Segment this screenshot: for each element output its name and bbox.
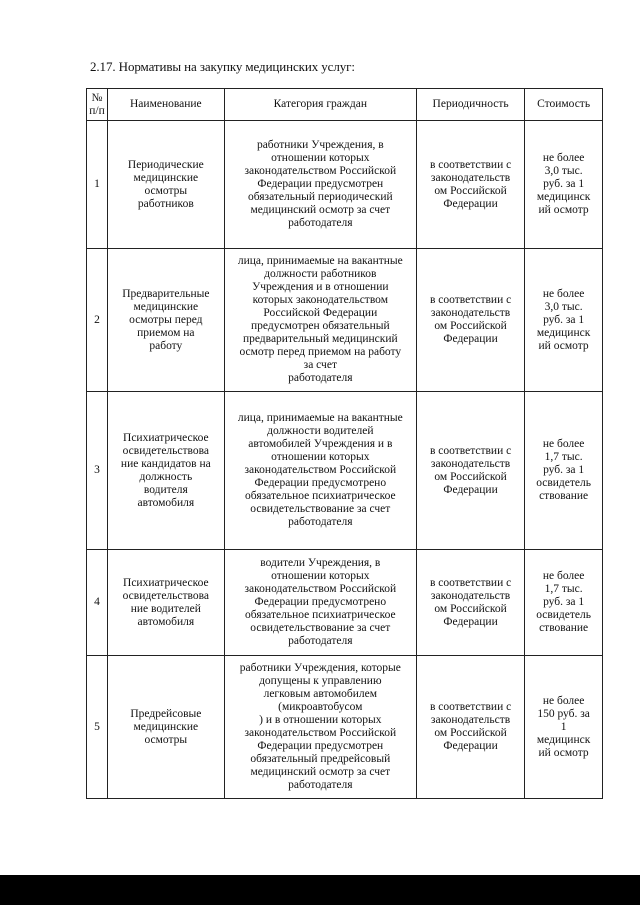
citizen-category-text: работники Учреждения, в отношении которых законодательством Российской Федерации предусмотрен обязательный периодический медицинский осмотр за счет работодателя	[244, 139, 397, 229]
periodicity: в соответствии с законодательств ом Российской Федерации	[416, 121, 524, 249]
row-number: 5	[87, 656, 108, 799]
service-name: Периодические медицинские осмотры работников	[108, 121, 225, 249]
table-header-row	[87, 89, 603, 121]
cost: не более 3,0 тыс. руб. за 1 медицинск ий осмотр	[525, 249, 603, 392]
periodicity: в соответствии с законодательств ом Российской Федерации	[416, 392, 524, 550]
table-row	[87, 121, 603, 249]
citizen-category	[224, 392, 416, 550]
table-row	[87, 656, 603, 799]
header-periodicity: Периодичность	[416, 89, 524, 121]
header-category: Категория граждан	[224, 89, 416, 121]
citizen-category	[224, 656, 416, 799]
citizen-category	[224, 121, 416, 249]
citizen-category	[224, 249, 416, 392]
table-row	[87, 550, 603, 656]
header-number: № п/п	[87, 89, 108, 121]
cost: не более 150 руб. за 1 медицинск ий осмотр	[525, 656, 603, 799]
scan-bottom-edge	[0, 875, 640, 905]
citizen-category	[224, 550, 416, 656]
cost: не более 3,0 тыс. руб. за 1 медицинск ий осмотр	[525, 121, 603, 249]
periodicity: в соответствии с законодательств ом Российской Федерации	[416, 550, 524, 656]
citizen-category-text: работники Учреждения, которые допущены к управлению легковым автомобилем (микроавтобусом ) и в отношении которых законодательством Российской Федерации предусмотрен обязательный предрейсовый медицинский осмотр за счет работодателя	[239, 662, 401, 791]
service-name: Психиатрическое освидетельствова ние водителей автомобиля	[108, 550, 225, 656]
table-row	[87, 392, 603, 550]
service-name: Предрейсовые медицинские осмотры	[108, 656, 225, 799]
cost: не более 1,7 тыс. руб. за 1 освидетель ствование	[525, 392, 603, 550]
citizen-category-text: водители Учреждения, в отношении которых законодательством Российской Федерации предусмотрено обязательное психиатрическое освидетельствование за счет работодателя	[244, 557, 397, 647]
periodicity: в соответствии с законодательств ом Российской Федерации	[416, 656, 524, 799]
periodicity: в соответствии с законодательств ом Российской Федерации	[416, 249, 524, 392]
row-number: 2	[87, 249, 108, 392]
citizen-category-text: лица, принимаемые на вакантные должности водителей автомобилей Учреждения и в отношении которых законодательством Российской Федерации предусмотрено обязательное психиатрическое освидетельствование за счет работодателя	[237, 412, 403, 528]
norms-table	[86, 88, 603, 799]
citizen-category-text: лица, принимаемые на вакантные должности работников Учреждения и в отношении которых законодательством Российской Федерации предусмотрен обязательный предварительный медицинский осмотр перед приемом на работу за счет работодателя	[237, 255, 403, 384]
table-row	[87, 249, 603, 392]
row-number: 4	[87, 550, 108, 656]
service-name: Предварительные медицинские осмотры перед приемом на работу	[108, 249, 225, 392]
row-number: 3	[87, 392, 108, 550]
cost: не более 1,7 тыс. руб. за 1 освидетель ствование	[525, 550, 603, 656]
header-name: Наименование	[108, 89, 225, 121]
service-name: Психиатрическое освидетельствова ние кандидатов на должность водителя автомобиля	[108, 392, 225, 550]
section-heading: 2.17. Нормативы на закупку медицинских услуг:	[90, 59, 355, 74]
header-cost: Стоимость	[525, 89, 603, 121]
row-number: 1	[87, 121, 108, 249]
